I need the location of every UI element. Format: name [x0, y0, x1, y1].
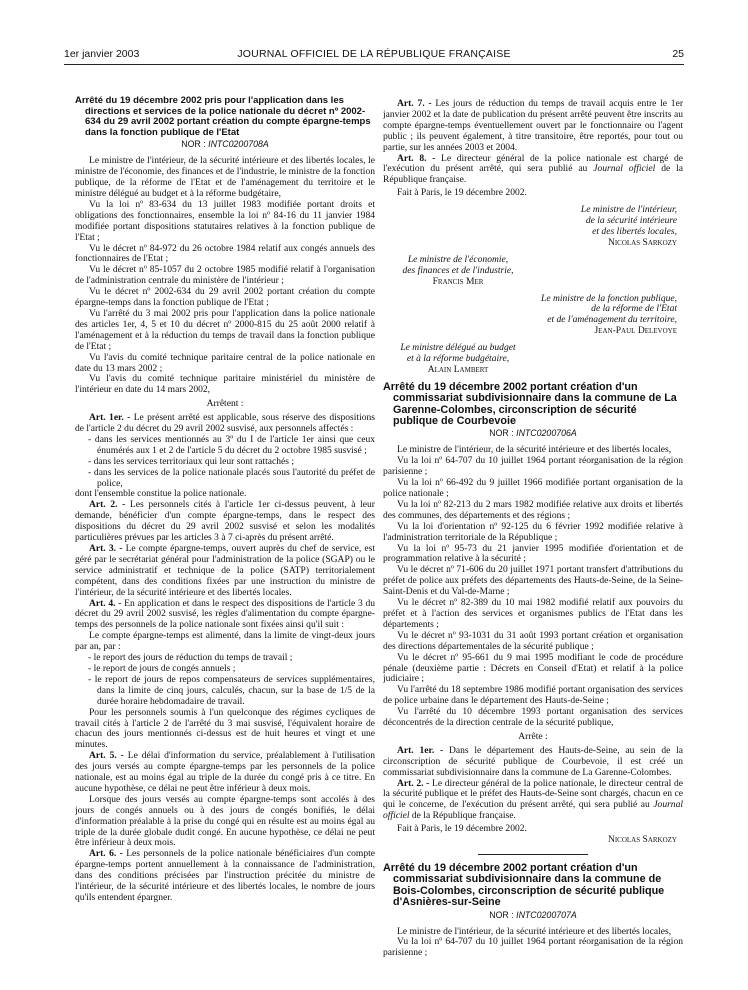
article-5 [75, 751, 375, 795]
preamble: Le ministre de l'intérieur, de la sécurité intérieure et des libertés locales, le ministre de l'économie, des finances et de l'industrie, le ministre de la fonction publique, de la réforme de l'Etat et de l'aménagement du territoire et le ministre délégué au budget et à la réforme budgétaire, [75, 155, 375, 199]
signature-line: des finances et de l'industrie, [402, 264, 514, 276]
preamble: Le ministre de l'intérieur, de la sécurité intérieure et des libertés locales, [397, 925, 672, 937]
signatory-name: Alain Lambert [427, 363, 489, 375]
visa: Vu la loi nº 64-707 du 10 juillet 1964 portant réorganisation de la région parisienne ; [383, 455, 683, 478]
signature-line: Le ministre de l'intérieur, [580, 204, 677, 216]
nor-reference [383, 910, 683, 921]
nor-reference [383, 428, 683, 439]
page-header [64, 48, 684, 64]
article-3 [75, 544, 375, 599]
article-label: Art. 1er. - [89, 412, 131, 424]
nor-reference [75, 139, 375, 150]
article-text: En application et dans le respect des dispositions de l'article 3 du décret du 29 avril 2002 susvisé, les règles d'alimentation du compte épargne-temps des personnels de la police nationale sont fixées ainsi qu'il suit : [75, 597, 375, 631]
decree-title: Arrêté du 19 décembre 2002 portant création d'un commissariat subdivisionnaire dans la commune de Bois-Colombes, circonscription de sécurité publique d'Asnières-sur-Seine [383, 862, 665, 909]
nor-label: NOR : [181, 139, 206, 150]
article-2 [383, 779, 683, 823]
signature-line: Le ministre de l'économie, [407, 253, 509, 265]
header-rule [64, 64, 684, 65]
article-1-list [75, 435, 375, 490]
visa: Vu le décret nº 93-1031 du 31 août 1993 portant création et organisation des directions départementales de la sécurité publique ; [383, 629, 683, 652]
article-label: Art. 8. - [397, 152, 436, 164]
article-text: de la République française. [383, 163, 683, 186]
article-7 [383, 99, 683, 154]
article-5-p2: Lorsque des jours versés au compte épargne-temps sont accolés à des jours de congés annuels ou à des jours de congés bonifiés, le délai d'information préalable à la prise du congé qui en résulte est au moins égal au triple de la durée globale dudit congé. En aucune hypothèse, ce délai ne peut être inférieur à deux mois. [75, 793, 375, 849]
article-text: Le délai d'information du service, préalablement à l'utilisation des jours versés au compte épargne-temps par les personnels de la police nationale, est au moins égal au triple de la durée du congé pris à ce titre. En aucune hypothèse, ce délai ne peut être inférieur à deux mois. [75, 750, 375, 794]
page-number: 25 [672, 48, 684, 60]
article-label: Art. 4. - [89, 597, 122, 609]
visa: Vu le décret nº 95-661 du 9 mai 1995 modifiant le code de procédure pénale (deuxième partie : Décrets en Conseil d'Etat) et relatif à la police judiciaire ; [383, 651, 683, 685]
article-1 [75, 413, 375, 435]
article-text: Les personnels de la police nationale bénéficiaires d'un compte épargne-temps portent annuellement à la connaissance de l'administration, dans des conditions précisées par l'instruction précitée du ministre de l'intérieur, de la sécurité intérieure et des libertés locales, le nombre de jours qu'ils entendent épargner. [75, 848, 375, 903]
article-text: Le directeur général de la police nationale, le directeur central de la sécurité publique et le préfet des Hauts-de-Seine sont chargés, chacun en ce qui le concerne, de l'exécution du présent arrêté, qui sera publié au [383, 777, 683, 811]
nor-code: INTC0200706A [516, 428, 577, 439]
list-item: - le report de jours de congés annuels ; [75, 664, 375, 675]
signature-public-service [383, 294, 683, 338]
list-item: - dans les services territoriaux qui leur sont rattachés ; [75, 457, 375, 468]
list-item: - le report de jours de repos compensateurs de services supplémentaires, dans la limite de cinq jours, calculés, chacun, sur la base de 1/5 de la durée horaire hebdomadaire de travail. [75, 675, 375, 708]
done-at: Fait à Paris, le 19 décembre 2002. [397, 187, 527, 199]
article-2 [75, 500, 375, 544]
article-label: Art. 6. - [89, 848, 123, 860]
signature-line: et des libertés locales, [592, 225, 677, 237]
journal-officiel-ref: Journal officiel [383, 799, 683, 822]
signature-line: et de l'aménagement du territoire, [547, 314, 677, 326]
visa: Vu l'arrêté du 10 décembre 1993 portant organisation des services déconcentrés de la direction centrale de la sécurité publique, [383, 706, 683, 729]
article-4 [75, 599, 375, 632]
article-text: Le présent arrêté est applicable, sous réserve des dispositions de l'article 2 du décret du 29 avril 2002 susvisé, aux personnels affectés : [75, 412, 375, 435]
article-4-p3: Pour les personnels soumis à l'un quelconque des régimes cycliques de travail cités à l'article 2 de l'arrêté du 3 mai susvisé, l'équivalent horaire de chacun des jours mentionnés ci-dessus est de huit heures et vingt et une minutes. [75, 706, 375, 751]
article-label: Art. 2. - [89, 499, 126, 511]
signature-line: de la sécurité intérieure [585, 215, 677, 227]
signature-line: Le ministre de la fonction publique, [541, 292, 677, 304]
signatory-name: Nicolas Sarkozy [607, 236, 677, 248]
arretent-heading: Arrêtent : [206, 398, 244, 410]
left-column [75, 96, 375, 982]
visa: Vu le décret nº 2002-634 du 29 avril 2002 portant création du compte épargne-temps dans la fonction publique de l'Etat ; [75, 286, 375, 309]
visa: Vu le décret nº 82-389 du 10 mai 1982 modifié relatif aux pouvoirs du préfet et à l'action des services et organismes publics de l'Etat dans les départements ; [383, 597, 683, 630]
article-text: de la République française. [411, 810, 516, 822]
preamble: Le ministre de l'intérieur, de la sécurité intérieure et des libertés locales, [397, 444, 672, 456]
visa: Vu la loi nº 95-73 du 21 janvier 1995 modifiée d'orientation et de programmation relative à la sécurité ; [383, 542, 683, 565]
visa: Vu la loi d'orientation nº 92-125 du 6 février 1992 modifiée relative à l'administration territoriale de la République ; [383, 520, 683, 543]
signature-interior [383, 835, 683, 846]
signature-interior [383, 205, 683, 249]
right-column [383, 99, 683, 985]
signature-line: et à la réforme budgétaire, [406, 353, 510, 365]
visa: Vu l'arrêté du 3 mai 2002 pris pour l'application dans la police nationale des articles 1er, 4, 5 et 10 du décret nº 2000-815 du 25 août 2000 relatif à l'aménagement et à la réduction du temps de travail dans la fonction publique de l'Etat ; [75, 307, 375, 352]
visa: Vu la loi nº 82-213 du 2 mars 1982 modifiée relative aux droits et libertés des communes, des départements et des régions ; [383, 498, 683, 521]
article-6 [75, 849, 375, 904]
article-label: Art. 5. - [89, 750, 124, 762]
section-separator [478, 854, 588, 855]
issue-date: 1er janvier 2003 [64, 48, 140, 60]
visa: Vu l'avis du comité technique paritaire ministériel du ministère de l'intérieur en date du 14 mars 2002, [75, 373, 375, 396]
decree-title: Arrêté du 19 décembre 2002 pris pour l'application dans les directions et services de la police nationale du décret nº 2002-634 du 29 avril 2002 portant création du compte épargne-temps dans la fonction publique de l'Etat [75, 96, 371, 138]
article-label: Art. 2. - [397, 777, 430, 789]
signature-line: Le ministre délégué au budget [400, 342, 516, 354]
article-text: Le directeur général de la police nationale est chargé de l'exécution du présent arrêté, qui sera publié au [383, 152, 683, 175]
visa: Vu l'avis du comité technique paritaire central de la police nationale en date du 13 mars 2002 ; [75, 351, 375, 374]
article-text: Les jours de réduction du temps de travail acquis entre le 1er janvier 2002 et la date de publication du présent arrêté peuvent être inscrits au compte épargne-temps éventuellement ouvert par le fonctionnaire ou l'agent public ; ils peuvent également, à titre transitoire, être reportés, pour tout ou partie, sur les années 2003 et 2004. [383, 99, 683, 153]
visa: Vu la loi nº 66-492 du 9 juillet 1966 modifiée portant organisation de la police nationale ; [383, 477, 683, 499]
nor-label: NOR : [489, 428, 514, 439]
nor-code: INTC0200707A [516, 909, 577, 920]
article-label: Art. 7. - [397, 99, 432, 109]
article-4-list [75, 653, 375, 708]
journal-officiel-ref: Journal officiel [593, 163, 656, 175]
signatory-name: Jean-Paul Delevoye [594, 325, 677, 337]
article-text: Les personnels cités à l'article 1er ci-dessus peuvent, à leur demande, bénéficier d'un compte épargne-temps, dans le respect des dispositions du décret du 29 avril 2002 susvisé et selon les modalités particulières prévues par les articles 3 à 7 ci-après du présent arrêté. [75, 499, 375, 544]
visa: Vu la loi nº 83-634 du 13 juillet 1983 modifiée portant droits et obligations des fonctionnaires, ensemble la loi nº 84-16 du 11 janvier 1984 modifiée portant dispositions statutaires relatives à la fonction publique de l'Etat ; [75, 198, 375, 243]
signatory-name: Francis Mer [432, 275, 484, 287]
article-4-p2: Le compte épargne-temps est alimenté, dans la limite de vingt-deux jours par an, par : [75, 630, 375, 653]
visa: Vu le décret nº 85-1057 du 2 octobre 1985 modifié relatif à l'organisation de l'administration centrale du ministère de l'intérieur ; [75, 264, 375, 287]
arrete-heading: Arrête : [518, 730, 548, 742]
article-text: Le compte épargne-temps, ouvert auprès du chef de service, est géré par le secrétariat général pour l'administration de la police (SGAP) ou le service administratif et technique de la police (SATP) territorialement compétent, dans des conditions fixées par une instruction du ministre de l'intérieur, de la sécurité intérieure et des libertés locales. [75, 543, 375, 598]
visa: Vu le décret nº 71-606 du 20 juillet 1971 portant transfert d'attributions du préfet de police aux préfets des départements des Hauts-de-Seine, de la Seine-Saint-Denis et du Val-de-Marne ; [383, 564, 683, 598]
article-text: Dans le département des Hauts-de-Seine, au sein de la circonscription de sécurité publique de Courbevoie, il est créé un commissariat subdivisionnaire dans la commune de La Garenne-Colombes. [383, 744, 683, 778]
visa: Vu le décret nº 84-972 du 26 octobre 1984 relatif aux congés annuels des fonctionnaires de l'Etat ; [75, 242, 375, 265]
journal-title: JOURNAL OFFICIEL DE LA RÉPUBLIQUE FRANÇAISE [237, 48, 511, 60]
signature-budget [383, 343, 533, 376]
nor-label: NOR : [489, 909, 514, 920]
decree-title: Arrêté du 19 décembre 2002 portant création d'un commissariat subdivisionnaire dans la commune de La Garenne-Colombes, circonscription de sécurité publique de Courbevoie [383, 380, 677, 428]
article-1-end: dont l'ensemble constitue la police nationale. [75, 488, 247, 500]
list-item: - le report des jours de réduction du temps de travail ; [75, 653, 375, 664]
visa: Vu l'arrêté du 18 septembre 1986 modifié portant organisation des services de police urbaine dans le département des Hauts-de-Seine ; [383, 684, 683, 707]
signature-economy [383, 255, 533, 288]
article-8 [383, 154, 683, 187]
signatory-name: Nicolas Sarkozy [607, 834, 677, 846]
article-label: Art. 3. - [89, 543, 123, 554]
article-label: Art. 1er. - [397, 744, 444, 756]
nor-code: INTC0200708A [208, 139, 269, 150]
visa: Vu la loi nº 64-707 du 10 juillet 1964 portant réorganisation de la région parisienne ; [383, 936, 683, 959]
signature-line: de la réforme de l'Etat [591, 303, 677, 315]
list-item: - dans les services mentionnés au 3º du I de l'article 1er ainsi que ceux énumérés aux 1 et 2 de l'article 5 du décret du 2 octobre 1985 susvisé ; [75, 435, 375, 457]
list-item: - dans les services de la police nationale placés sous l'autorité du préfet de police, [75, 468, 375, 490]
done-at: Fait à Paris, le 19 décembre 2002. [397, 823, 527, 835]
article-1 [383, 746, 683, 779]
